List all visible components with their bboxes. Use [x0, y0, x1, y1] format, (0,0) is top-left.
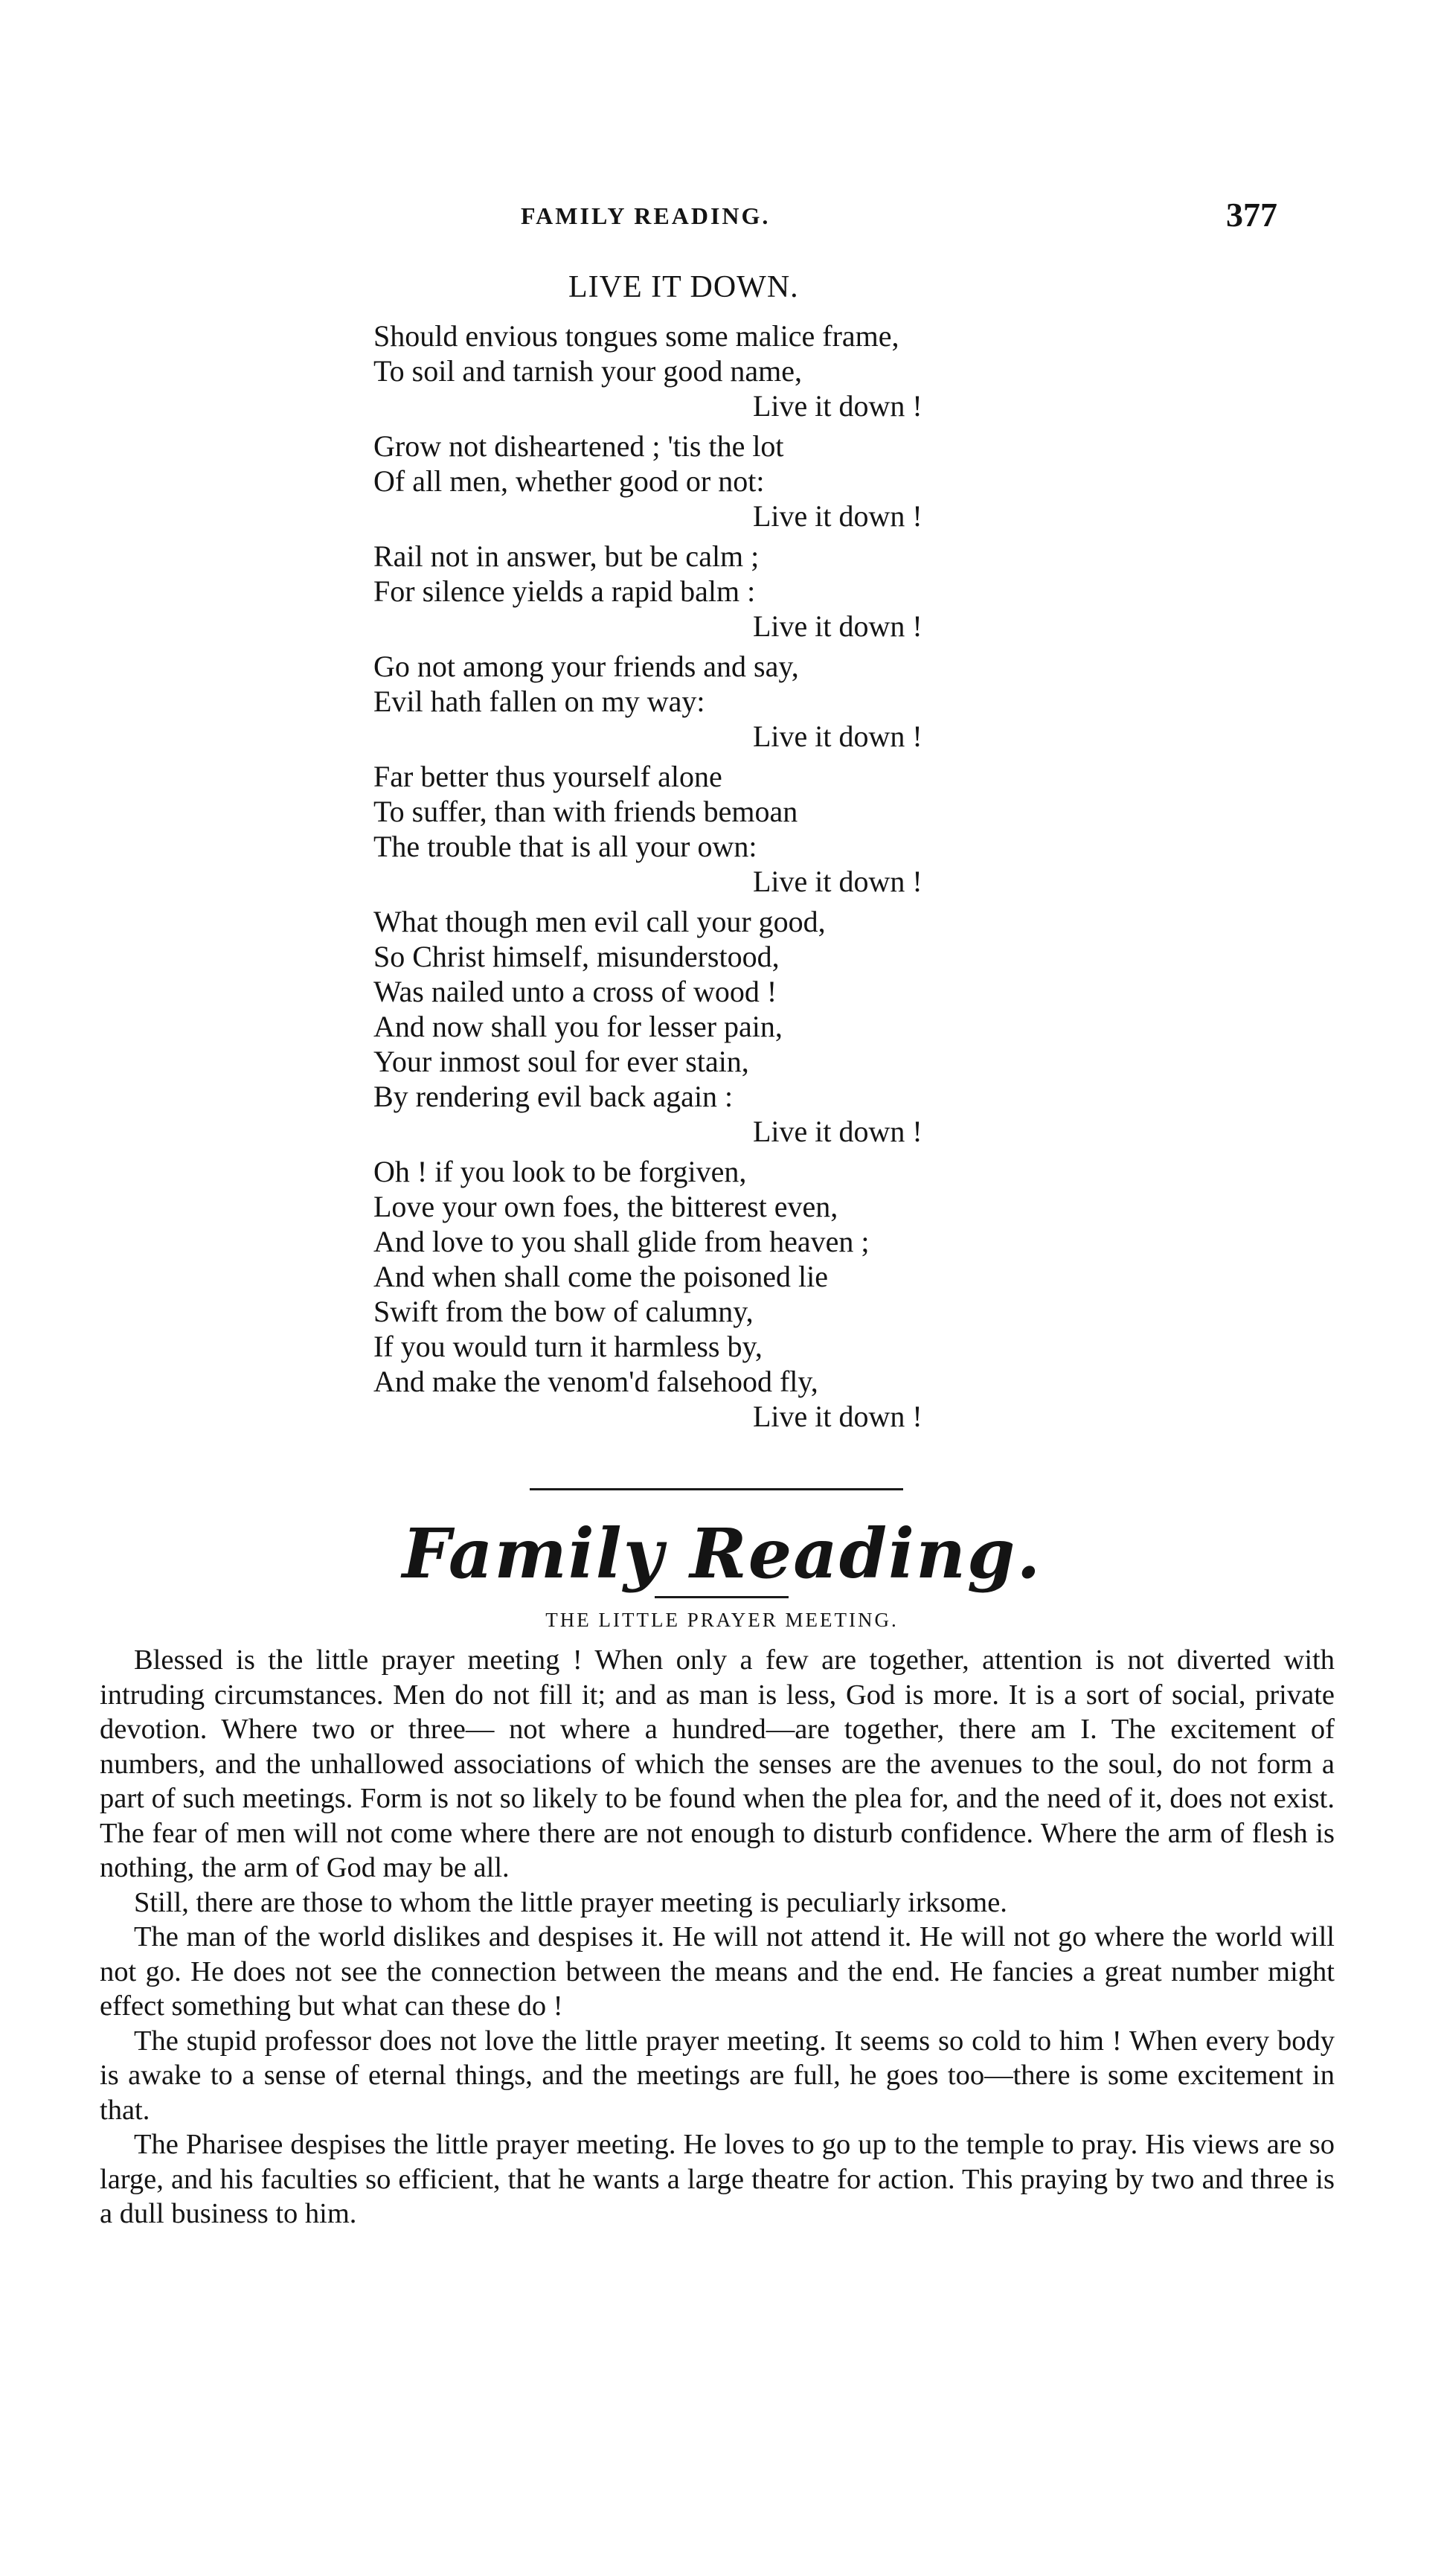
poem-line: And now shall you for lesser pain, — [373, 1010, 783, 1043]
article-paragraph: Still, there are those to whom the little prayer meeting is peculiarly irksome. — [134, 1886, 1007, 1918]
poem-line: The trouble that is all your own: — [373, 830, 757, 863]
poem-refrain: Live it down ! — [753, 1400, 922, 1433]
poem-line: Love your own foes, the bitterest even, — [373, 1190, 838, 1223]
poem-line: To suffer, than with friends bemoan — [373, 795, 798, 828]
poem-title: LIVE IT DOWN. — [568, 270, 799, 304]
poem-stanza — [373, 904, 1088, 1149]
poem-line: For silence yields a rapid balm : — [373, 574, 756, 608]
title-divider — [655, 1596, 789, 1598]
poem-line: And love to you shall glide from heaven ; — [373, 1225, 870, 1258]
section-title: Family Reading. — [402, 1513, 1042, 1594]
poem-line: Grow not disheartened ; 'tis the lot — [373, 429, 784, 463]
article-paragraph: The stupid professor does not love the little prayer meeting. It seems so cold to him ! When every body is awake to a sense of eternal things, and the meetings are full, he goes too—there is some excitement in that. — [100, 2025, 1335, 2126]
poem-refrain: Live it down ! — [753, 499, 922, 533]
poem-stanza — [373, 318, 1088, 423]
poem-line: Oh ! if you look to be forgiven, — [373, 1155, 747, 1188]
poem-line: By rendering evil back again : — [373, 1080, 734, 1113]
section-divider — [530, 1488, 903, 1490]
poem-line: To soil and tarnish your good name, — [373, 354, 802, 388]
running-head: FAMILY READING. — [521, 202, 771, 229]
poem-stanza — [373, 759, 1088, 899]
page-header — [0, 195, 1444, 240]
poem-line: Far better thus yourself alone — [373, 760, 722, 793]
poem-line: Should envious tongues some malice frame, — [373, 319, 899, 353]
page-number: 377 — [1226, 196, 1277, 234]
poem-line: Evil hath fallen on my way: — [373, 685, 705, 718]
poem-refrain: Live it down ! — [753, 1115, 922, 1148]
article-paragraph: The man of the world dislikes and despises it. He will not attend it. He will not go where the world will not go. He does not see the connection between the means and the end. He fancies a great number might effect something but what can these do ! — [100, 1921, 1335, 2022]
article-title: THE LITTLE PRAYER MEETING. — [545, 1609, 899, 1631]
poem-stanza — [373, 649, 1088, 754]
poem-line: Of all men, whether good or not: — [373, 464, 765, 498]
poem-line: Swift from the bow of calumny, — [373, 1295, 754, 1328]
poem-line: Rail not in answer, but be calm ; — [373, 539, 760, 573]
poem-line: If you would turn it harmless by, — [373, 1330, 763, 1363]
poem-refrain: Live it down ! — [753, 609, 922, 643]
poem-stanza — [373, 429, 1088, 534]
article-paragraph: The Pharisee despises the little prayer meeting. He loves to go up to the temple to pray. His views are so large, and his faculties so efficient, that he wants a large theatre for action. This praying by two and three is a dull business to him. — [100, 2129, 1335, 2229]
article-body — [100, 1643, 1335, 2231]
poem-refrain: Live it down ! — [753, 720, 922, 753]
poem-line: Go not among your friends and say, — [373, 650, 799, 683]
poem-line: And make the venom'd falsehood fly, — [373, 1365, 818, 1398]
poem-body — [373, 318, 1088, 1439]
poem-line: What though men evil call your good, — [373, 905, 826, 938]
poem-stanza — [373, 1154, 1088, 1434]
poem-line: Was nailed unto a cross of wood ! — [373, 975, 777, 1008]
poem-stanza — [373, 539, 1088, 644]
article-paragraph: Blessed is the little prayer meeting ! When only a few are together, attention is not diverted with intruding circumstances. Men do not fill it; and as man is less, God is more. It is a sort of social, private devotion. Where two or three— not where a hundred—are together, there am I. The excitement of numbers, and the unhallowed associations of which the senses are the avenues to the soul, do not form a part of such meetings. Form is not so likely to be found when the plea for, and the need of it, does not exist. The fear of men will not come where there are not enough to disturb confidence. Where the arm of flesh is nothing, the arm of God may be all. — [100, 1644, 1335, 1883]
poem-line: So Christ himself, misunderstood, — [373, 940, 780, 973]
poem-refrain: Live it down ! — [753, 865, 922, 898]
poem-refrain: Live it down ! — [753, 389, 922, 423]
poem-line: Your inmost soul for ever stain, — [373, 1045, 749, 1078]
poem-line: And when shall come the poisoned lie — [373, 1260, 828, 1293]
